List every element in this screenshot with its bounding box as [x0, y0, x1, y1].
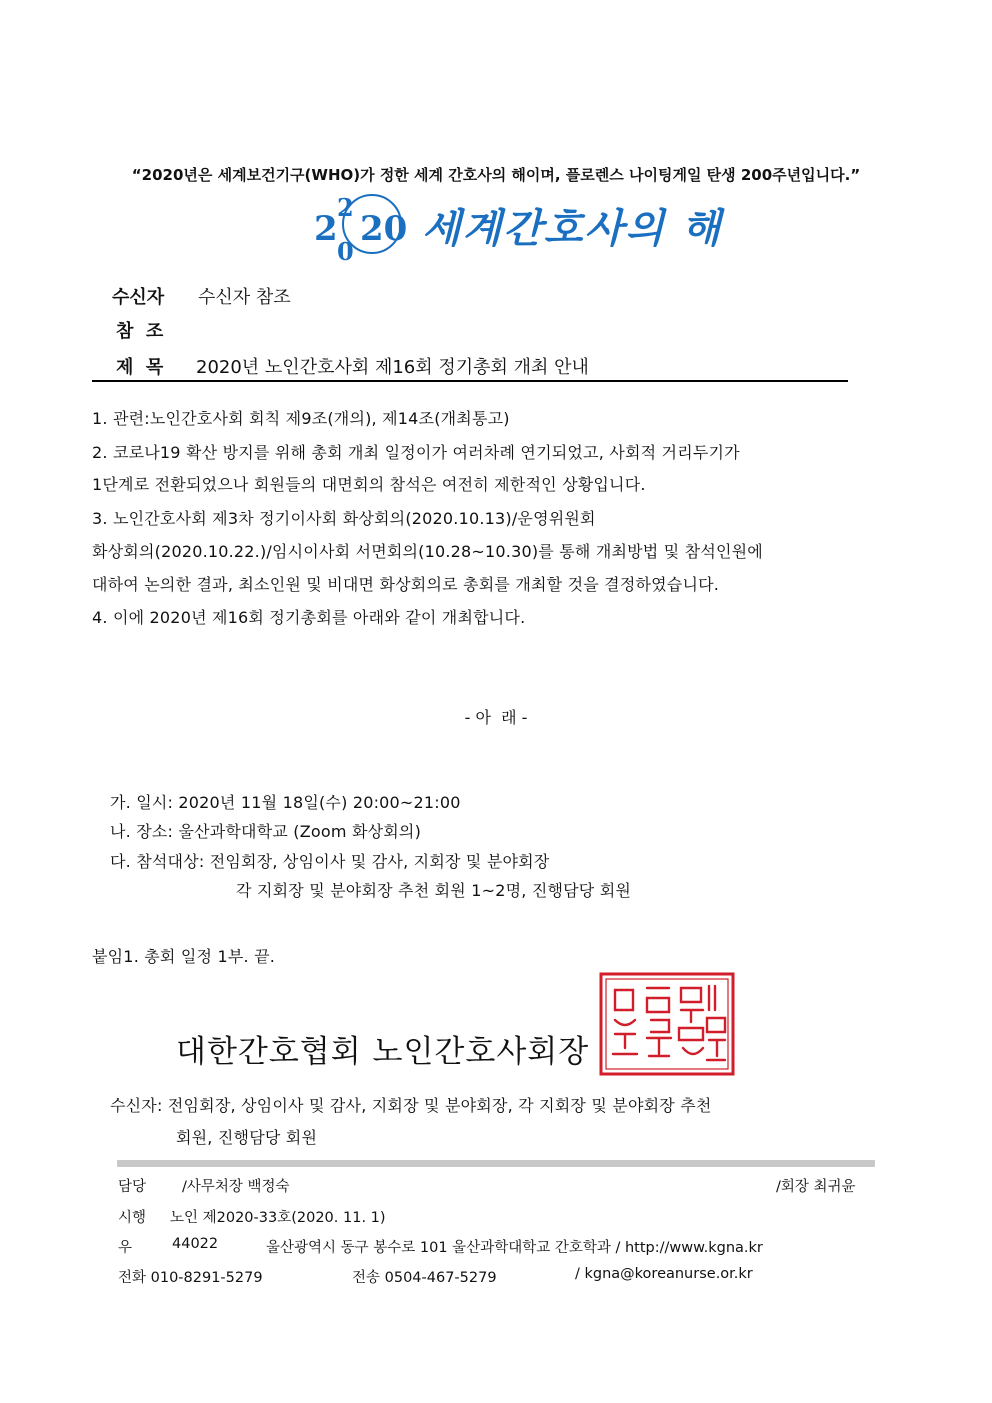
recipients-line-2: 회원, 진행담당 회원 — [176, 1128, 318, 1147]
president-name: /회장 최귀윤 — [776, 1179, 856, 1195]
logo-script-text: 세계간호사의 해 — [422, 206, 723, 252]
body-line-2: 2. 코로나19 확산 방지를 위해 총회 개최 일정이가 여러차례 연기되었고, 사회적 거리두기가 — [92, 443, 740, 462]
year-of-nurse-logo — [310, 190, 730, 265]
postal-label: 우 — [118, 1240, 133, 1256]
subject-label: 제 목 — [116, 357, 164, 378]
phone-number: 전화 010-8291-5279 — [118, 1270, 263, 1286]
detail-attendees-2: 각 지회장 및 분야회장 추천 회원 1~2명, 진행담당 회원 — [236, 881, 632, 900]
postal-code: 44022 — [172, 1236, 219, 1252]
email-address: / kgna@koreanurse.or.kr — [575, 1266, 753, 1282]
fax-number: 전송 0504-467-5279 — [352, 1270, 497, 1286]
recipient-label: 수신자 — [112, 287, 165, 308]
svg-text:2: 2 — [337, 193, 354, 222]
sender-name: 대한간호협회 노인간호사회장 — [176, 1034, 590, 1070]
body-line-6: 대하여 논의한 결과, 최소인원 및 비대면 화상회의로 총회를 개최할 것을 결정하였습니다. — [92, 575, 720, 594]
address-text: 울산광역시 동구 봉수로 101 울산과학대학교 간호학과 / http://www.kgna.kr — [266, 1240, 763, 1256]
attachment-note: 붙임1. 총회 일정 1부. 끝. — [92, 947, 276, 966]
detail-date: 가. 일시: 2020년 11월 18일(수) 20:00~21:00 — [110, 793, 461, 812]
subject-underline — [92, 380, 848, 382]
charge-value: /사무처장 백정숙 — [182, 1179, 290, 1195]
svg-text:20: 20 — [360, 209, 408, 249]
body-line-1: 1. 관련:노인간호사회 회칙 제9조(개의), 제14조(개최통고) — [92, 409, 510, 428]
footer-divider — [117, 1160, 875, 1167]
svg-text:2: 2 — [314, 209, 338, 249]
detail-attendees-1: 다. 참석대상: 전임회장, 상임이사 및 감사, 지회장 및 분야회장 — [110, 852, 550, 871]
recipient-value: 수신자 참조 — [198, 287, 291, 308]
subject-value: 2020년 노인간호사회 제16회 정기총회 개최 안내 — [196, 357, 589, 378]
body-line-3: 1단계로 전환되었으나 회원들의 대면회의 참석은 여전히 제한적인 상황입니다. — [92, 475, 646, 494]
motto-text: “2020년은 세계보건기구(WHO)가 정한 세계 간호사의 해이며, 플로렌스 나이팅게일 탄생 200주년입니다.” — [131, 166, 861, 184]
detail-place: 나. 장소: 울산과학대학교 (Zoom 화상회의) — [110, 822, 422, 841]
svg-text:0: 0 — [337, 237, 354, 265]
logo-year-mark — [314, 193, 407, 265]
charge-label: 담당 — [118, 1179, 147, 1195]
body-line-5: 화상회의(2020.10.22.)/임시이사회 서면회의(10.28~10.30)를 통해 개최방법 및 참석인원에 — [92, 542, 763, 561]
recipients-line-1: 수신자: 전임회장, 상임이사 및 감사, 지회장 및 분야회장, 각 지회장 및 분야회장 추천 — [110, 1096, 712, 1115]
enforce-value: 노인 제2020-33호(2020. 11. 1) — [170, 1210, 386, 1226]
enforce-label: 시행 — [118, 1210, 147, 1226]
notice-heading: - 아 래 - — [464, 708, 528, 727]
body-line-7: 4. 이에 2020년 제16회 정기총회를 아래와 같이 개최합니다. — [92, 608, 526, 627]
official-seal-stamp — [599, 972, 735, 1076]
body-line-4: 3. 노인간호사회 제3차 정기이사회 화상회의(2020.10.13)/운영위원회 — [92, 509, 596, 528]
reference-label: 참 조 — [116, 321, 164, 342]
